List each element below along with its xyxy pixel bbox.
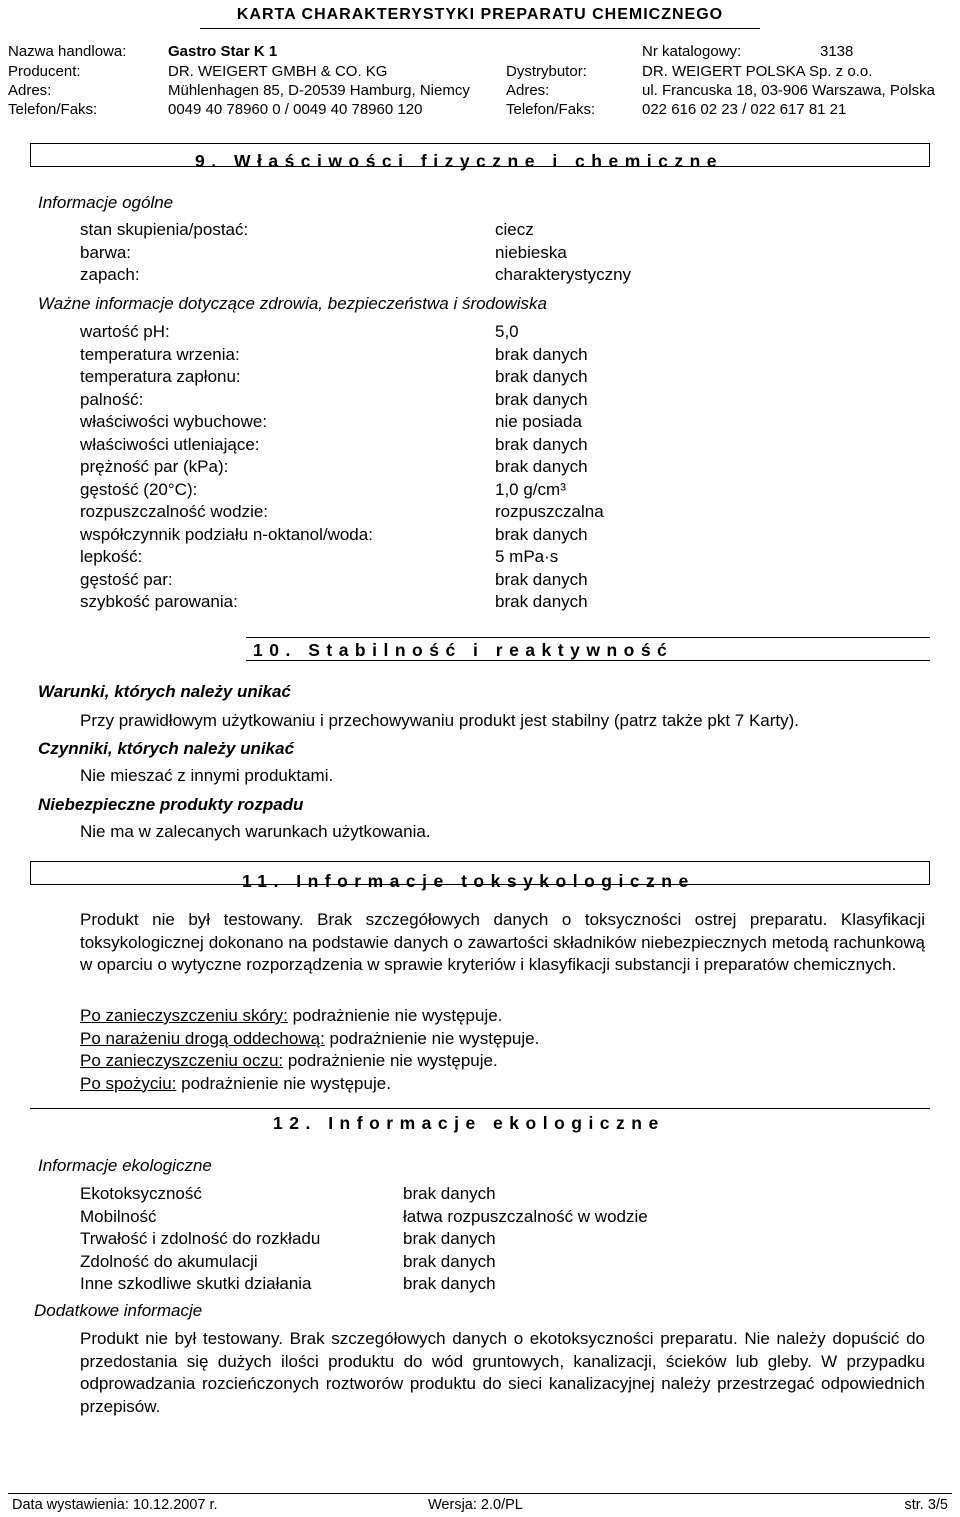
eco-info-value: brak danych	[403, 1229, 496, 1248]
exposure-effect-value: podrażnienie nie występuje.	[283, 1051, 498, 1070]
page-footer	[8, 1493, 952, 1517]
eco-info-label: Trwałość i zdolność do rozkładu	[80, 1229, 321, 1248]
additional-info-text: Produkt nie był testowany. Brak szczegółowych danych o ekotoksyczności preparatu. Nie należy dopuścić do przedostania się dużych ilości produktu do wód gruntowych, kanalizacji, ścieków lub gleby. W przypadku odprowadzania rozcieńczonych roztworów produktu do sieci kanalizacyjnej należy przestrzegać odpowiednich przepisów.	[80, 1329, 925, 1416]
address-label: Adres:	[8, 82, 52, 99]
exposure-effect-row	[80, 1074, 391, 1094]
header-row-phone	[8, 101, 952, 121]
producer-name: DR. WEIGERT GMBH & CO. KG	[168, 63, 388, 80]
important-info-heading: Ważne informacje dotyczące zdrowia, bezpieczeństwa i środowiska	[38, 294, 547, 313]
distributor-label: Dystrybutor:	[506, 63, 587, 80]
section-11-title: 11. Informacje toksykologiczne	[242, 871, 695, 891]
factors-text: Nie mieszać z innymi produktami.	[80, 766, 334, 785]
general-info-value: niebieska	[495, 242, 567, 262]
eco-info-heading: Informacje ekologiczne	[38, 1156, 212, 1175]
section-12-title: 12. Informacje ekologiczne	[273, 1113, 665, 1133]
producer-label: Producent:	[8, 63, 81, 80]
property-label: lepkość:	[80, 547, 143, 566]
issue-date: Data wystawienia: 10.12.2007 r.	[12, 1497, 218, 1513]
property-value: brak danych	[495, 434, 588, 454]
exposure-effect-value: podrażnienie nie występuje.	[287, 1006, 503, 1025]
section-12-header-line	[30, 1108, 930, 1109]
property-value: brak danych	[495, 524, 588, 544]
property-value: brak danych	[495, 344, 588, 364]
decomposition-text: Nie ma w zalecanych warunkach użytkowania.	[80, 822, 431, 841]
distributor-address-label: Adres:	[506, 82, 550, 99]
toxicology-paragraph: Produkt nie był testowany. Brak szczegółowych danych o toksyczności ostrej preparatu. Klasyfikacji toksykologicznej dokonano na podstawie danych o zawartości składników niebezpiecznych metodą rachunkową w oparciu o wytyczne rozporządzenia w sprawie kryteriów i klasyfikacji substancji i preparatów chemicznych.	[80, 910, 925, 974]
general-info-value: charakterystyczny	[495, 265, 632, 284]
property-label: gęstość (20°C):	[80, 479, 198, 499]
exposure-route-label: Po spożyciu:	[80, 1073, 177, 1093]
property-value: 1,0 g/cm³	[495, 479, 566, 499]
property-label: gęstość par:	[80, 569, 173, 589]
exposure-route-label: Po zanieczyszczeniu skóry:	[80, 1006, 288, 1025]
general-info-heading: Informacje ogólne	[38, 193, 174, 212]
distributor-name: DR. WEIGERT POLSKA Sp. z o.o.	[642, 63, 873, 80]
distributor-phone: 022 616 02 23 / 022 617 81 21	[642, 101, 847, 118]
eco-info-label: Zdolność do akumulacji	[80, 1251, 258, 1271]
conditions-heading: Warunki, których należy unikać	[38, 682, 291, 701]
eco-info-label: Inne szkodliwe skutki działania	[80, 1274, 312, 1293]
property-label: temperatura wrzenia:	[80, 344, 240, 364]
general-info-label: zapach:	[80, 265, 140, 284]
exposure-effect-row	[80, 1029, 539, 1049]
property-label: prężność par (kPa):	[80, 457, 229, 476]
header-row-product	[8, 43, 952, 63]
property-label: właściwości wybuchowe:	[80, 412, 268, 431]
page-number: str. 3/5	[904, 1497, 948, 1513]
document-title	[200, 6, 760, 29]
catalog-label: Nr katalogowy:	[642, 43, 742, 60]
general-info-label: barwa:	[80, 242, 132, 262]
property-value: 5 mPa·s	[495, 547, 559, 566]
property-value: nie posiada	[495, 412, 582, 431]
header-row-address	[8, 82, 952, 102]
section-9-title: 9. Właściwości fizyczne i chemiczne	[195, 151, 724, 171]
additional-info-heading: Dodatkowe informacje	[34, 1301, 203, 1320]
factors-heading: Czynniki, których należy unikać	[38, 739, 295, 758]
section-10-title: 10. Stabilność i reaktywność	[253, 640, 674, 660]
property-label: właściwości utleniające:	[80, 434, 260, 454]
property-value: brak danych	[495, 592, 588, 611]
header-row-producer	[8, 63, 952, 83]
distributor-phone-label: Telefon/Faks:	[506, 101, 596, 118]
conditions-text: Przy prawidłowym użytkowaniu i przechowywaniu produkt jest stabilny (patrz także pkt 7 Karty).	[80, 711, 800, 730]
version: Wersja: 2.0/PL	[428, 1497, 523, 1513]
exposure-route-label: Po zanieczyszczeniu oczu:	[80, 1051, 284, 1070]
producer-phone: 0049 40 78960 0 / 0049 40 78960 120	[168, 101, 423, 118]
property-value: brak danych	[495, 367, 588, 386]
distributor-address: ul. Francuska 18, 03-906 Warszawa, Polska	[642, 82, 935, 99]
trade-name-label: Nazwa handlowa:	[8, 43, 127, 60]
eco-info-value: brak danych	[403, 1274, 496, 1293]
property-value: brak danych	[495, 569, 588, 589]
producer-address: Mühlenhagen 85, D-20539 Hamburg, Niemcy	[168, 82, 470, 99]
document-title-text: KARTA CHARAKTERYSTYKI PREPARATU CHEMICZNEGO	[236, 6, 724, 23]
eco-info-label: Ekotoksyczność	[80, 1184, 202, 1203]
exposure-effect-row	[80, 1051, 498, 1071]
general-info-value: ciecz	[495, 220, 534, 239]
property-value: brak danych	[495, 389, 588, 409]
exposure-effect-value: podrażnienie nie występuje.	[176, 1073, 391, 1093]
general-info-label: stan skupienia/postać:	[80, 220, 249, 239]
property-label: temperatura zapłonu:	[80, 367, 241, 386]
catalog-number: 3138	[820, 43, 854, 60]
phone-label: Telefon/Faks:	[8, 101, 98, 118]
property-label: współczynnik podziału n-oktanol/woda:	[80, 524, 373, 544]
exposure-route-label: Po narażeniu drogą oddechową:	[80, 1028, 325, 1048]
eco-info-value: łatwa rozpuszczalność w wodzie	[403, 1206, 648, 1226]
property-value: 5,0	[495, 322, 519, 341]
property-label: szybkość parowania:	[80, 592, 238, 611]
property-value: brak danych	[495, 457, 588, 476]
eco-info-label: Mobilność	[80, 1206, 157, 1226]
eco-info-value: brak danych	[403, 1184, 496, 1203]
property-label: palność:	[80, 389, 144, 409]
property-label: rozpuszczalność wodzie:	[80, 502, 269, 521]
property-value: rozpuszczalna	[495, 502, 604, 521]
eco-info-value: brak danych	[403, 1251, 496, 1271]
property-label: wartość pH:	[80, 322, 170, 341]
trade-name: Gastro Star K 1	[168, 43, 278, 60]
exposure-effect-value: podrażnienie nie występuje.	[324, 1028, 540, 1048]
exposure-effect-row	[80, 1006, 502, 1026]
decomposition-heading: Niebezpieczne produkty rozpadu	[38, 795, 304, 814]
